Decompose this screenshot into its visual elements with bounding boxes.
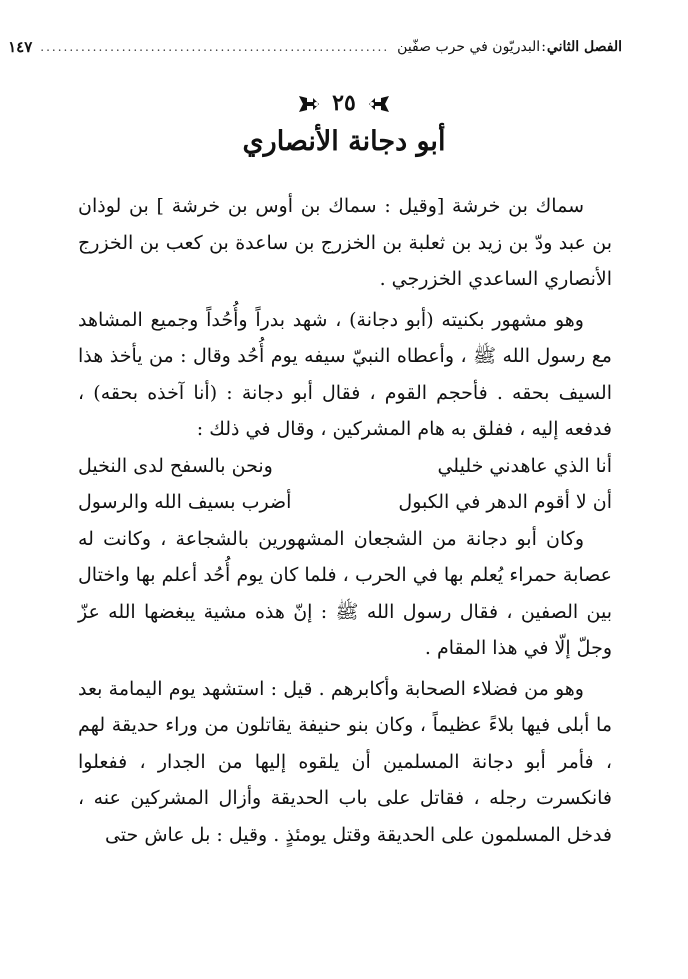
body-text	[78, 188, 612, 853]
entry-number-heading	[0, 90, 688, 116]
chapter-subtitle: البدريّون في حرب صفّين	[397, 39, 541, 55]
paragraph-bravery: وكان أبو دجانة من الشجعان المشهورين بالشجاعة ، وكانت له عصابة حمراء يُعلم بها في الحرب ، فلما كان يوم أُحُد أعلم بها واختال بين الصفين ، فقال رسول الله ﷺ : إنّ هذه مشية يبغضها الله عزّ وجلّ إلّا في هذا المقام .	[78, 527, 612, 659]
paragraph-martyrdom: وهو من فضلاء الصحابة وأكابرهم . قيل : استشهد يوم اليمامة بعد ما أبلى فيها بلاءً عظيماً ، وكان بنو حنيفة يقاتلون من وراء حديقة لهم ، فأمر أبو دجانة المسلمين أن يلقوه إليها من الجدار ، ففعلوا فانكسرت رجله ، فقاتل على باب الحديقة وأزال المشركين عنه ، فدخل المسلمون على الحديقة وقتل يومئذٍ . وقيل : بل عاش حتى	[78, 677, 612, 846]
paragraph-kunya: وهو مشهور بكنيته (أبو دجانة) ، شهد بدراً وأُحُداً وجميع المشاهد مع رسول الله ﷺ ، وأعطاه النبيّ سيفه يوم أُحُد وقال : من يأخذ هذا السيف بحقه . فأحجم القوم ، فقال أبو دجانة : (أنا آخذه بحقه) ، فدفعه إليه ، ففلق به هام المشركين ، وقال في ذلك :	[78, 308, 612, 440]
entry-number: ٢٥	[332, 90, 356, 116]
ornament-right-icon	[367, 94, 391, 114]
poem-verse-1	[78, 448, 612, 485]
verse-2-first-hemistich: أن لا أقوم الدهر في الكبول	[398, 491, 612, 513]
entry-title: أبو دجانة الأنصاري	[242, 126, 446, 157]
header-separator: :	[541, 39, 546, 55]
ornament-left-icon	[297, 94, 321, 114]
verse-2-second-hemistich: أضرب بسيف الله والرسول	[78, 491, 292, 513]
chapter-label: الفصل الثاني	[546, 39, 622, 55]
page-number: ١٤٧	[8, 38, 33, 56]
verse-1-first-hemistich: أنا الذي عاهدني خليلي	[437, 454, 612, 477]
paragraph-lineage: سماك بن خرشة [وقيل : سماك بن أوس بن خرشة ] بن لوذان بن عبد ودّ بن زيد بن ثعلبة بن الخزرج بن ساعدة بن كعب بن الخزرج الأنصاري الساعدي الخزرجي .	[78, 195, 612, 290]
running-header	[8, 34, 622, 60]
poem-verse-2	[78, 484, 612, 521]
header-leader-dots: ............................................................	[40, 40, 390, 54]
verse-1-second-hemistich: ونحن بالسفح لدى النخيل	[78, 454, 273, 477]
